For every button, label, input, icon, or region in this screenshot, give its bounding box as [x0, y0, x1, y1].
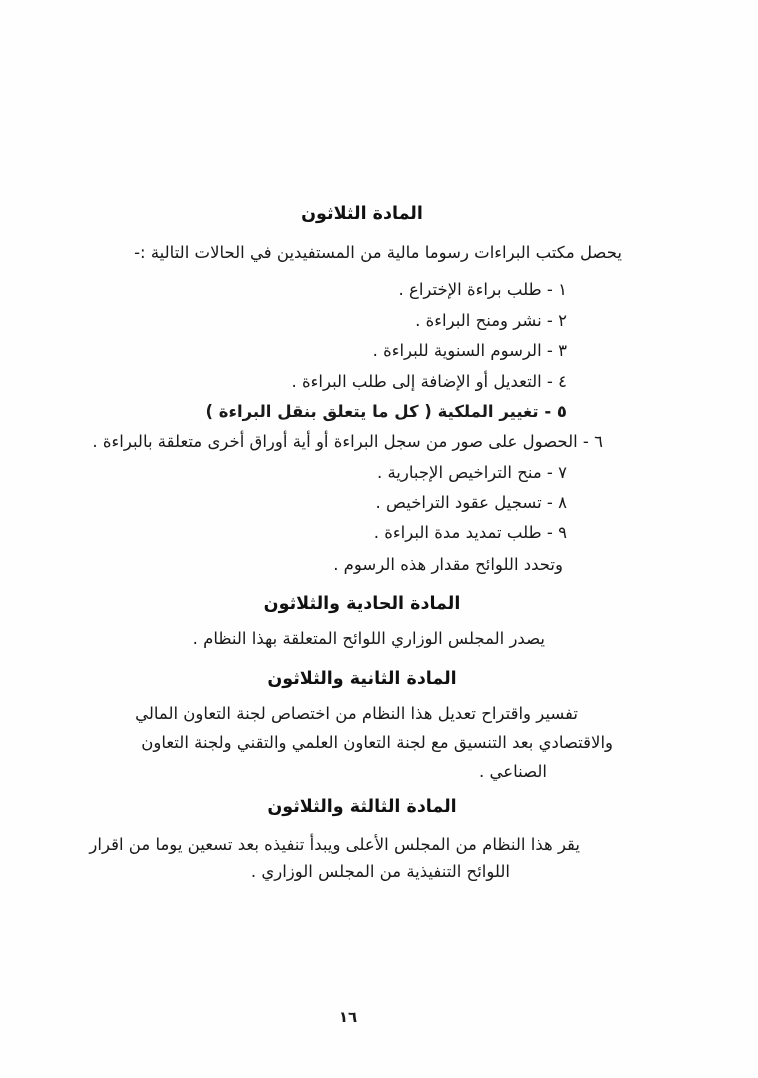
article-32-body-line-3: الصناعي . [478, 762, 547, 781]
article-30-title: المادة الثلاثون [301, 204, 423, 224]
article-31-title: المادة الحادية والثلاثون [263, 594, 461, 614]
fee-item-9: ٩ - طلب تمديد مدة البراءة . [373, 523, 567, 542]
article-30-intro: يحصل مكتب البراءات رسوما مالية من المستفيدين في الحالات التالية :- [134, 243, 622, 262]
fee-item-1: ١ - طلب براءة الإختراع . [398, 280, 567, 299]
fee-item-8: ٨ - تسجيل عقود التراخيص . [375, 493, 567, 512]
article-31-body: يصدر المجلس الوزاري اللوائح المتعلقة بهذا النظام . [192, 629, 545, 648]
article-32-body-line-2: والاقتصادي بعد التنسيق مع لجنة التعاون العلمي والتقني ولجنة التعاون [141, 733, 613, 752]
page-number: ١٦ [338, 1008, 358, 1026]
article-33-body-line-2: اللوائح التنفيذية من المجلس الوزاري . [250, 862, 510, 881]
fee-item-3: ٣ - الرسوم السنوية للبراءة . [372, 341, 567, 360]
fee-item-4: ٤ - التعديل أو الإضافة إلى طلب البراءة . [291, 372, 567, 391]
article-32-body-line-1: تفسير واقتراح تعديل هذا النظام من اختصاص لجنة التعاون المالي [135, 704, 578, 723]
fee-item-6: ٦ - الحصول على صور من سجل البراءة أو أية أوراق أخرى متعلقة بالبراءة . [92, 432, 603, 451]
fee-item-5: ٥ - تغيير الملكية ( كل ما يتعلق بنقل البراءة ) [205, 402, 567, 421]
article-30-closing: وتحدد اللوائح مقدار هذه الرسوم . [333, 555, 563, 574]
article-33-body-line-1: يقر هذا النظام من المجلس الأعلى ويبدأ تنفيذه بعد تسعين يوما من اقرار [89, 835, 580, 854]
fee-item-7: ٧ - منح التراخيص الإجبارية . [376, 463, 567, 482]
article-33-title: المادة الثالثة والثلاثون [267, 797, 457, 817]
fee-item-2: ٢ - نشر ومنح البراءة . [415, 311, 567, 330]
article-32-title: المادة الثانية والثلاثون [267, 669, 457, 689]
